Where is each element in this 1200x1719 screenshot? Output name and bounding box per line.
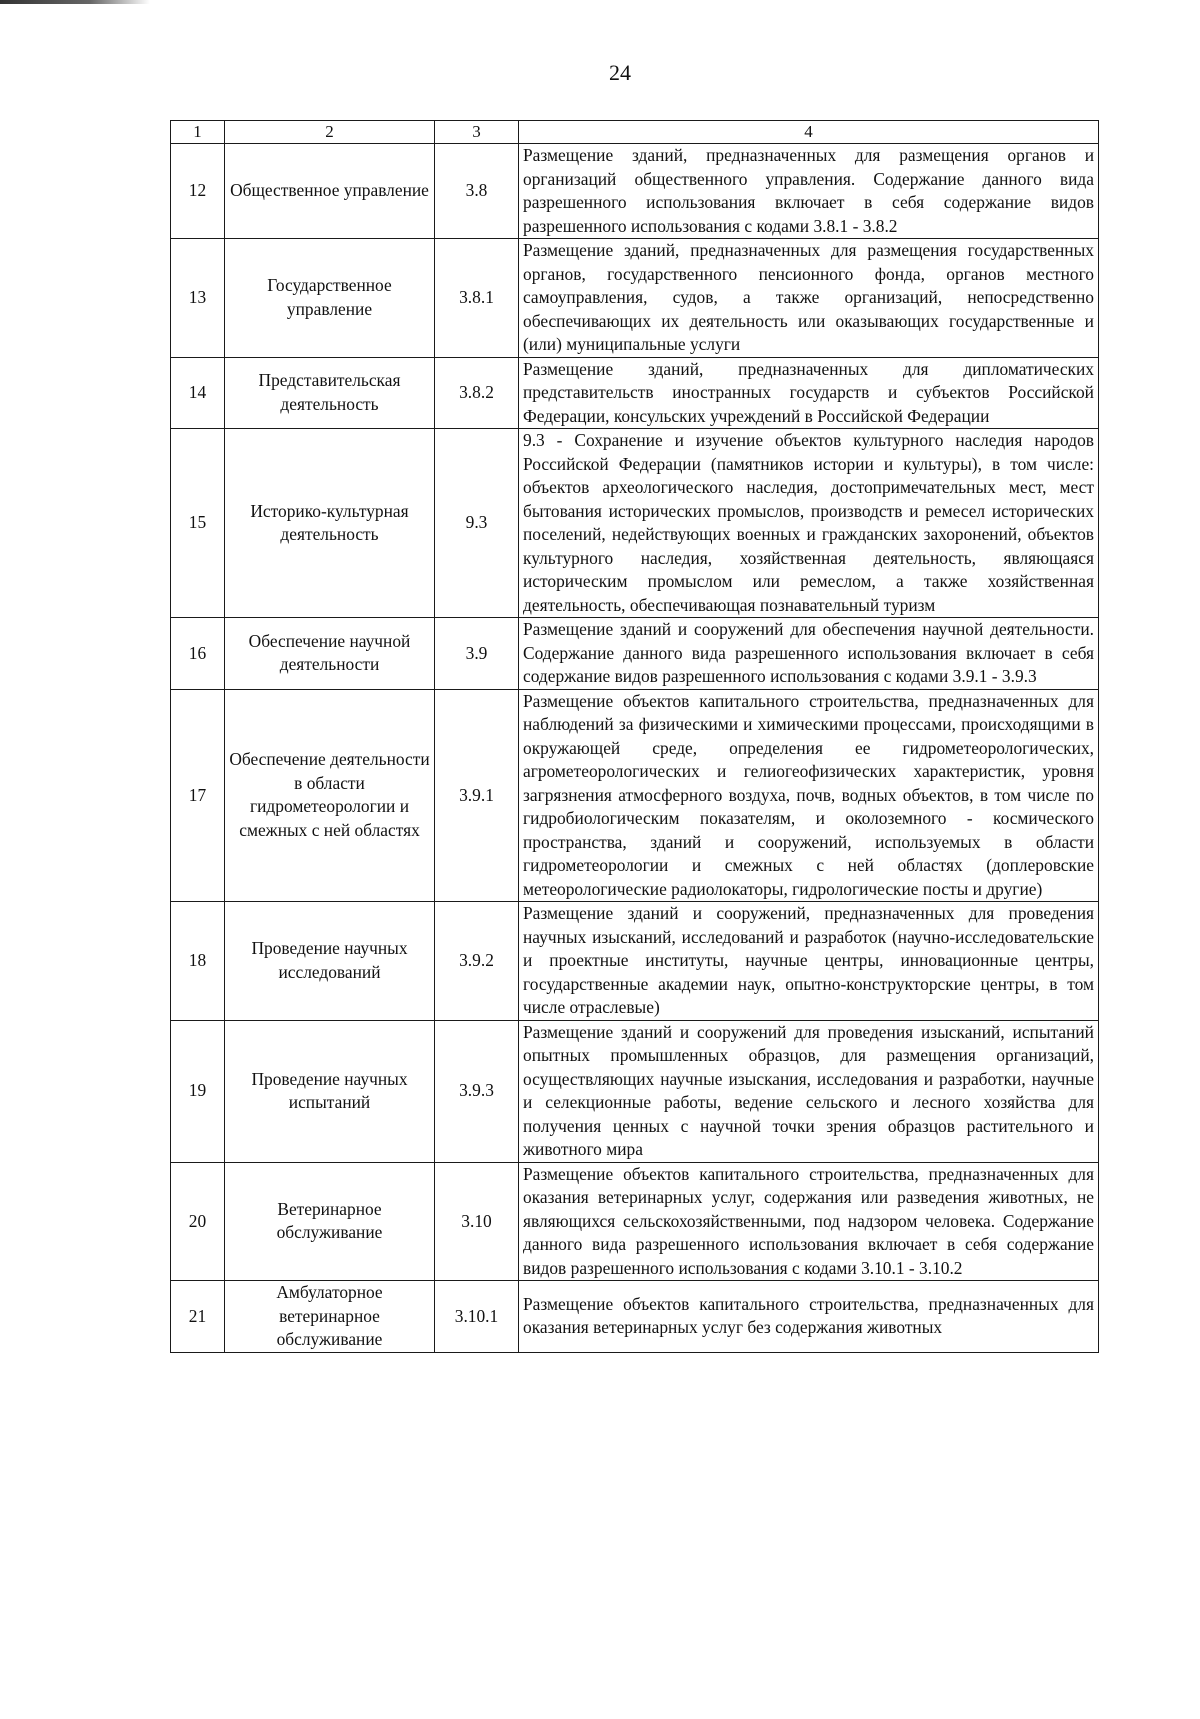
- table-row: [171, 144, 1099, 239]
- row-number: 19: [171, 1020, 225, 1162]
- table-row: [171, 429, 1099, 618]
- column-header-2: 2: [225, 121, 435, 144]
- use-type-code: 3.10.1: [435, 1281, 519, 1353]
- use-type-description: Размещение зданий и сооружений для обеспечения научной деятельности. Содержание данного вида разрешенного использования включает в себя содержание видов разрешенного использования с кодами 3.9.1 - 3.9.3: [519, 618, 1099, 690]
- use-type-code: 3.9.3: [435, 1020, 519, 1162]
- use-type-name: Обеспечение деятельности в области гидрометеорологии и смежных с ней областях: [225, 689, 435, 902]
- use-type-description: 9.3 - Сохранение и изучение объектов культурного наследия народов Российской Федерации (памятников истории и культуры), в том числе: объектов археологического наследия, достопримечательных мест, мест бытования исторических промыслов, производств и ремесел исторических поселений, недействующих военных и гражданских захоронений, объектов культурного наследия, хозяйственная деятельность, являющаяся историческим промыслом или ремеслом, а также хозяйственная деятельность, обеспечивающая познавательный туризм: [519, 429, 1099, 618]
- land-use-table: [170, 120, 1099, 1353]
- use-type-code: 3.9.1: [435, 689, 519, 902]
- table-row: [171, 239, 1099, 358]
- use-type-name: Историко-культурная деятельность: [225, 429, 435, 618]
- column-header-1: 1: [171, 121, 225, 144]
- use-type-description: Размещение объектов капитального строительства, предназначенных для оказания ветеринарных услуг без содержания животных: [519, 1281, 1099, 1353]
- use-type-name: Общественное управление: [225, 144, 435, 239]
- table-header-row: [171, 121, 1099, 144]
- table-row: [171, 1281, 1099, 1353]
- use-type-description: Размещение объектов капитального строительства, предназначенных для оказания ветеринарных услуг, содержания или разведения животных, не являющихся сельскохозяйственными, под надзором человека. Содержание данного вида разрешенного использования включает в себя содержание видов разрешенного использования с кодами 3.10.1 - 3.10.2: [519, 1162, 1099, 1281]
- use-type-name: Проведение научных исследований: [225, 902, 435, 1021]
- use-type-code: 3.8.1: [435, 239, 519, 358]
- row-number: 17: [171, 689, 225, 902]
- table-row: [171, 689, 1099, 902]
- table-row: [171, 902, 1099, 1021]
- column-header-4: 4: [519, 121, 1099, 144]
- use-type-description: Размещение объектов капитального строительства, предназначенных для наблюдений за физическими и химическими процессами, происходящими в окружающей среде, определения ее гидрометеорологических, агрометеорологических и гелиогеофизических характеристик, уровня загрязнения атмосферного воздуха, почв, водных объектов, в том числе по гидробиологическим показателям, и околоземного - космического пространства, зданий и сооружений, используемых в области гидрометеорологии и смежных с ней областях (доплеровские метеорологические радиолокаторы, гидрологические посты и другие): [519, 689, 1099, 902]
- use-type-description: Размещение зданий и сооружений, предназначенных для проведения научных изысканий, исследований и разработок (научно-исследовательские и проектные институты, научные центры, инновационные центры, государственные академии наук, опытно-конструкторские центры, в том числе отраслевые): [519, 902, 1099, 1021]
- use-type-description: Размещение зданий, предназначенных для размещения органов и организаций общественного управления. Содержание данного вида разрешенного использования включает в себя содержание видов разрешенного использования с кодами 3.8.1 - 3.8.2: [519, 144, 1099, 239]
- row-number: 18: [171, 902, 225, 1021]
- table-row: [171, 1020, 1099, 1162]
- use-type-code: 3.8.2: [435, 357, 519, 429]
- use-type-name: Ветеринарное обслуживание: [225, 1162, 435, 1281]
- page-number: 24: [609, 60, 631, 85]
- use-type-description: Размещение зданий, предназначенных для размещения государственных органов, государственного пенсионного фонда, органов местного самоуправления, судов, а также организаций, непосредственно обеспечивающих их деятельность или оказывающих государственные и (или) муниципальные услуги: [519, 239, 1099, 358]
- use-type-description: Размещение зданий, предназначенных для дипломатических представительств иностранных государств и субъектов Российской Федерации, консульских учреждений в Российской Федерации: [519, 357, 1099, 429]
- use-type-name: Представительская деятельность: [225, 357, 435, 429]
- use-type-code: 9.3: [435, 429, 519, 618]
- use-type-name: Проведение научных испытаний: [225, 1020, 435, 1162]
- row-number: 13: [171, 239, 225, 358]
- use-type-code: 3.9: [435, 618, 519, 690]
- use-type-code: 3.9.2: [435, 902, 519, 1021]
- table-row: [171, 1162, 1099, 1281]
- use-type-name: Обеспечение научной деятельности: [225, 618, 435, 690]
- column-header-3: 3: [435, 121, 519, 144]
- row-number: 21: [171, 1281, 225, 1353]
- row-number: 15: [171, 429, 225, 618]
- use-type-description: Размещение зданий и сооружений для проведения изысканий, испытаний опытных промышленных образцов, для размещения организаций, осуществляющих научные изыскания, исследования и разработки, научные и селекционные работы, ведение сельского и лесного хозяйства для получения ценных с научной точки зрения образцов растительного и животного мира: [519, 1020, 1099, 1162]
- use-type-code: 3.10: [435, 1162, 519, 1281]
- use-type-name: Государственное управление: [225, 239, 435, 358]
- scan-edge-mark: [0, 0, 150, 4]
- row-number: 20: [171, 1162, 225, 1281]
- table-row: [171, 357, 1099, 429]
- use-type-code: 3.8: [435, 144, 519, 239]
- row-number: 14: [171, 357, 225, 429]
- table-row: [171, 618, 1099, 690]
- use-type-name: Амбулаторное ветеринарное обслуживание: [225, 1281, 435, 1353]
- row-number: 16: [171, 618, 225, 690]
- row-number: 12: [171, 144, 225, 239]
